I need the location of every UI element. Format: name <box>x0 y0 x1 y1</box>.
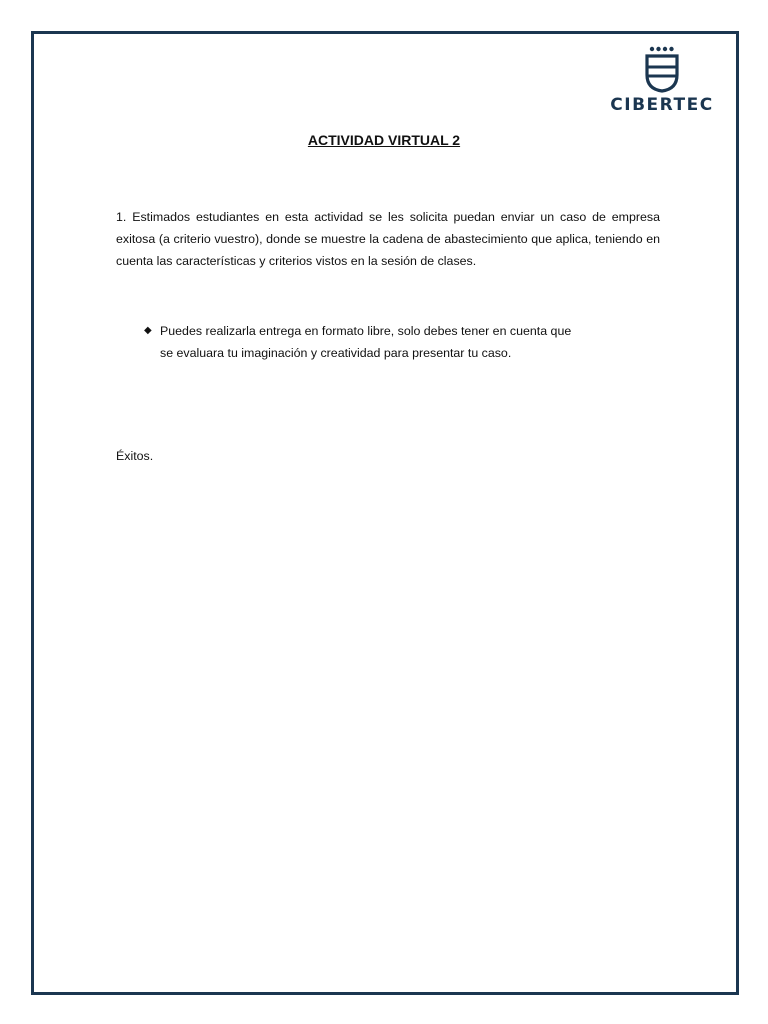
page-border <box>31 31 739 995</box>
bullet-line-2: se evaluara tu imaginación y creatividad para presentar tu caso. <box>160 346 512 360</box>
diamond-bullet-icon: ◆ <box>144 325 152 336</box>
bullet-text <box>160 320 640 364</box>
cibertec-logo <box>606 43 718 123</box>
instruction-paragraph: 1. Estimados estudiantes en esta actividad se les solicita puedan enviar un caso de empresa exitosa (a criterio vuestro), donde se muestre la cadena de abastecimiento que aplica, teniendo en cuenta las características y criterios vistos en la sesión de clases. <box>116 210 660 268</box>
document-title: ACTIVIDAD VIRTUAL 2 <box>307 132 461 148</box>
closing-text: Éxitos. <box>116 449 154 463</box>
bullet-line-1: Puedes realizarla entrega en formato libre, solo debes tener en cuenta que <box>160 324 572 338</box>
shield-crest-icon <box>639 45 685 93</box>
logo-wordmark: CIBERTEC <box>610 95 714 115</box>
